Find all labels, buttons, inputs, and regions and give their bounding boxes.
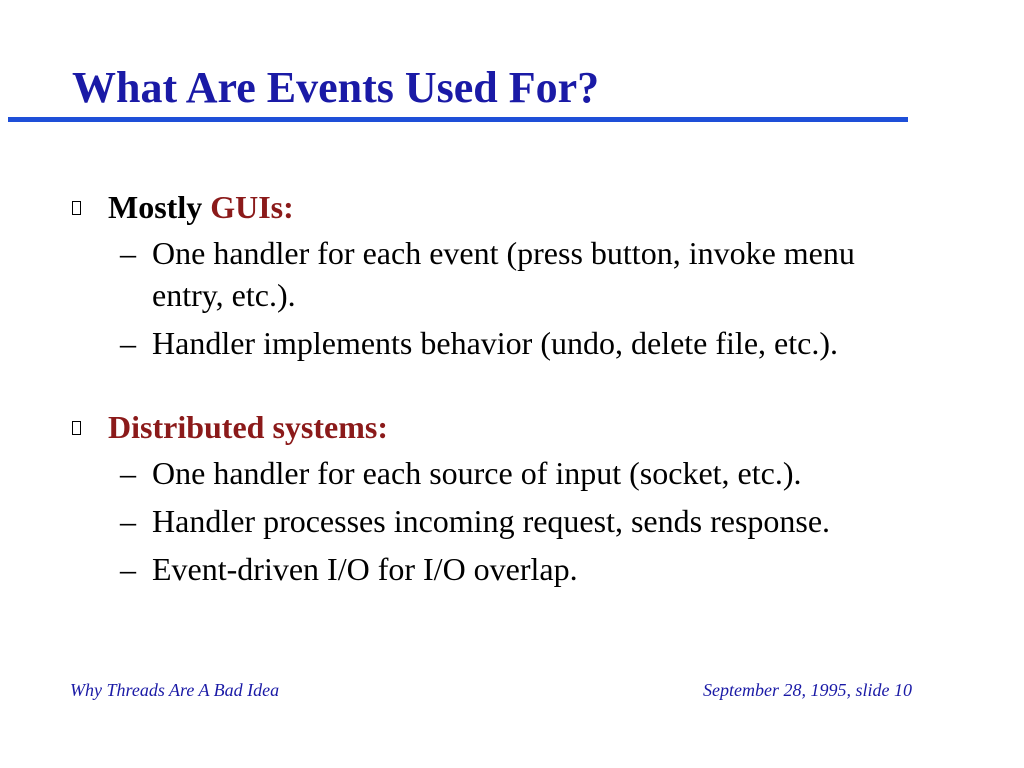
slide-title: What Are Events Used For?	[72, 63, 600, 112]
sub-item-text: Handler processes incoming request, sends response.	[152, 503, 831, 539]
bullet-guis	[72, 188, 922, 370]
sub-item-text: Event-driven I/O for I/O overlap.	[152, 551, 578, 587]
footer-presentation-title: Why Threads Are A Bad Idea	[70, 680, 280, 700]
bullet-accent: Distributed systems:	[108, 409, 388, 445]
sub-item	[72, 548, 912, 590]
dash-icon: –	[120, 503, 136, 539]
bullet-heading	[72, 188, 922, 226]
sub-item	[72, 500, 912, 542]
bullet-heading	[72, 408, 922, 446]
footer-date-slide: September 28, 1995, slide 10	[703, 680, 912, 700]
bullet-distributed	[72, 408, 922, 596]
bullet-accent: GUIs:	[210, 189, 294, 225]
sub-list	[72, 232, 922, 364]
dash-icon: –	[120, 325, 136, 361]
sub-list	[72, 452, 922, 590]
sub-item-text: One handler for each event (press button, invoke menu entry, etc.).	[152, 235, 855, 313]
sub-item-text: Handler implements behavior (undo, delete file, etc.).	[152, 325, 838, 361]
sub-item-text: One handler for each source of input (socket, etc.).	[152, 455, 802, 491]
square-bullet-icon	[72, 201, 81, 215]
sub-item	[72, 452, 912, 494]
title-underline	[8, 117, 908, 122]
sub-item	[72, 232, 912, 316]
square-bullet-icon	[72, 421, 81, 435]
dash-icon: –	[120, 551, 136, 587]
dash-icon: –	[120, 235, 136, 271]
sub-item	[72, 322, 912, 364]
dash-icon: –	[120, 455, 136, 491]
bullet-lead: Mostly	[108, 189, 203, 225]
